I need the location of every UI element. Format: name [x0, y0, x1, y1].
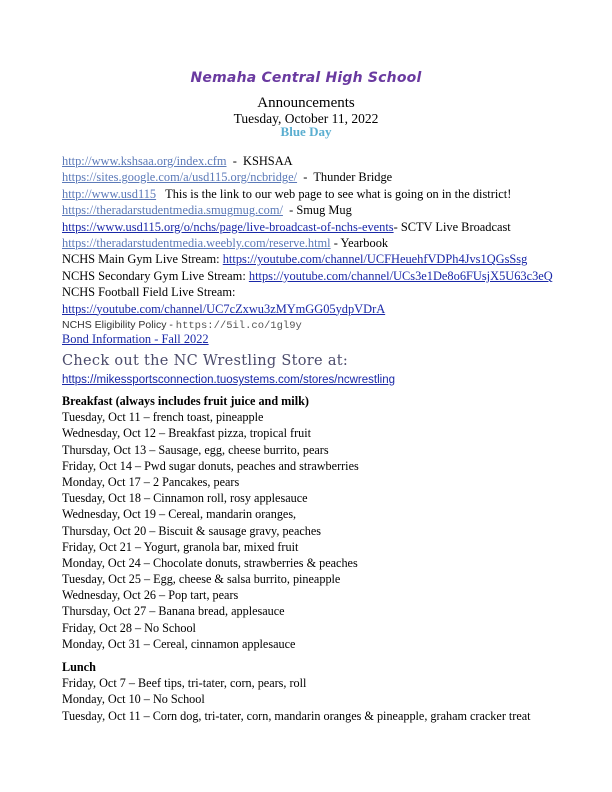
main-gym-stream-row: [62, 251, 602, 267]
link-row-yearbook: [62, 235, 602, 251]
list-item: Monday, Oct 10 – No School: [62, 692, 205, 707]
list-item: Tuesday, Oct 25 – Egg, cheese & salsa burrito, pineapple: [62, 572, 341, 587]
list-item: Tuesday, Oct 18 – Cinnamon roll, rosy applesauce: [62, 491, 308, 506]
list-item: Friday, Oct 7 – Beef tips, tri-tater, corn, pears, roll: [62, 676, 307, 691]
link-desc: - SCTV Live Broadcast: [393, 219, 511, 234]
secondary-gym-stream-link[interactable]: https://youtube.com/channel/UCs3e1De8o6FUsjX5U63c3eQ: [248, 268, 553, 283]
date-line: Tuesday, October 11, 2022: [233, 111, 379, 126]
list-item: Friday, Oct 14 – Pwd sugar donuts, peaches and strawberries: [62, 458, 359, 473]
football-stream-label: NCHS Football Field Live Stream:: [62, 285, 236, 300]
secondary-gym-stream-label: NCHS Secondary Gym Live Stream:: [62, 268, 249, 283]
link-row-thunder-bridge: [62, 169, 602, 185]
list-item: Wednesday, Oct 12 – Breakfast pizza, tropical fruit: [62, 426, 311, 441]
link-desc: - KSHSAA: [226, 154, 293, 168]
day-label: Blue Day: [280, 124, 332, 139]
list-item: Thursday, Oct 27 – Banana bread, applesauce: [62, 604, 285, 619]
school-name: Nemaha Central High School: [190, 70, 422, 86]
wrestling-store-link[interactable]: https://mikessportsconnection.tuosystems.com/stores/ncwrestling: [62, 374, 395, 386]
lunch-section: [62, 659, 602, 724]
links-section: [62, 153, 602, 346]
list-item: Wednesday, Oct 19 – Cereal, mandarin oranges,: [62, 507, 297, 522]
link-desc: - Smug Mug: [282, 203, 352, 218]
wrestling-section: [62, 352, 602, 388]
list-item: Friday, Oct 28 – No School: [62, 620, 196, 635]
list-item: Thursday, Oct 20 – Biscuit & sausage gravy, peaches: [62, 523, 322, 538]
link-row-smugmug: [62, 202, 602, 218]
football-stream-link[interactable]: https://youtube.com/channel/UC7cZxwu3zMYmGG05ydpVDrA: [62, 301, 386, 316]
link-row-sctv: [62, 219, 602, 235]
list-item: Tuesday, Oct 11 – french toast, pineapple: [62, 410, 264, 425]
smugmug-link[interactable]: https://theradarstudentmedia.smugmug.com/: [62, 203, 283, 218]
breakfast-section: [62, 393, 602, 652]
eligibility-label: NCHS Eligibility Policy -: [62, 318, 176, 331]
eligibility-row: [62, 317, 602, 332]
bond-row: [62, 332, 602, 346]
main-gym-stream-label: NCHS Main Gym Live Stream:: [62, 252, 223, 267]
yearbook-link[interactable]: https://theradarstudentmedia.weebly.com/reserve.html: [62, 235, 331, 250]
list-item: Monday, Oct 31 – Cereal, cinnamon applesauce: [62, 636, 296, 651]
breakfast-heading: Breakfast (always includes fruit juice and milk): [62, 394, 309, 408]
wrestling-title: Check out the NC Wrestling Store at:: [62, 353, 349, 369]
district-link[interactable]: http://www.usd115: [62, 186, 157, 201]
main-gym-stream-link[interactable]: https://youtube.com/channel/UCFHeuehfVDPh4Jvs1QGsSsg: [222, 252, 528, 267]
list-item: Monday, Oct 17 – 2 Pancakes, pears: [62, 474, 240, 489]
bond-info-link[interactable]: Bond Information - Fall 2022: [62, 331, 209, 346]
kshsaa-link[interactable]: http://www.kshsaa.org/index.cfm: [62, 154, 227, 168]
page-title: Announcements: [257, 95, 355, 111]
sctv-link[interactable]: https://www.usd115.org/o/nchs/page/live-broadcast-of-nchs-events: [62, 219, 394, 234]
link-desc: This is the link to our web page to see what is going on in the district!: [156, 186, 512, 201]
thunder-bridge-link[interactable]: https://sites.google.com/a/usd115.org/ncbridge/: [62, 170, 298, 185]
link-row-kshsaa: [62, 153, 602, 169]
secondary-gym-stream-row: [62, 268, 602, 284]
link-desc: - Thunder Bridge: [297, 170, 393, 185]
list-item: Wednesday, Oct 26 – Pop tart, pears: [62, 588, 239, 603]
list-item: Monday, Oct 24 – Chocolate donuts, strawberries & peaches: [62, 555, 358, 570]
eligibility-link[interactable]: https://5il.co/1gl9y: [175, 319, 302, 332]
list-item: Tuesday, Oct 11 – Corn dog, tri-tater, corn, mandarin oranges & pineapple, graham cracker treat: [62, 708, 531, 723]
list-item: Thursday, Oct 13 – Sausage, egg, cheese burrito, pears: [62, 442, 329, 457]
football-stream-row: [62, 301, 602, 317]
link-row-district: [62, 186, 602, 202]
lunch-heading: Lunch: [62, 660, 96, 674]
list-item: Friday, Oct 21 – Yogurt, granola bar, mixed fruit: [62, 539, 299, 554]
link-desc: - Yearbook: [330, 235, 389, 250]
